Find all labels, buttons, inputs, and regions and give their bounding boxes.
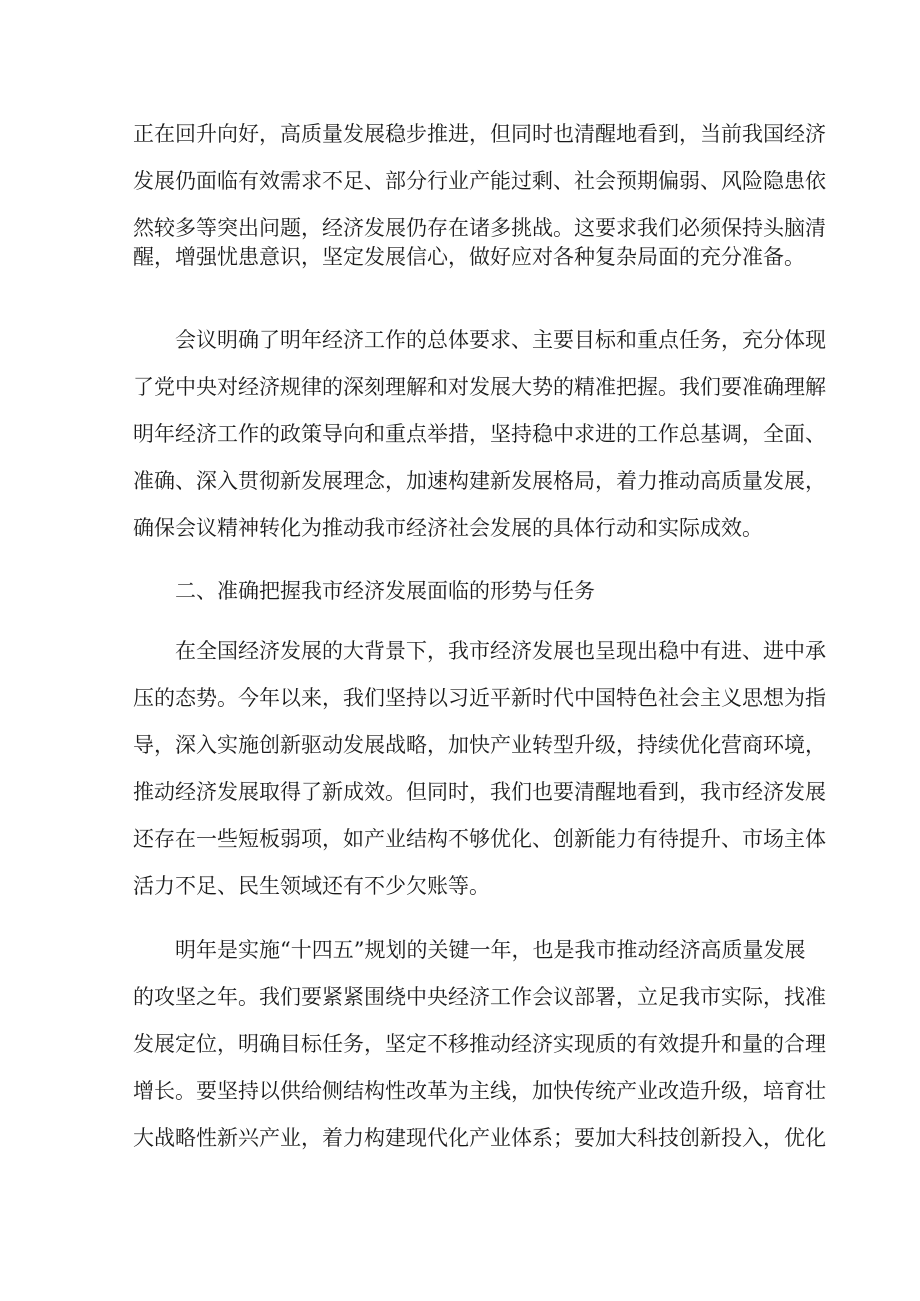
paragraph-line: 增长。要坚持以供给侧结构性改革为主线，加快传统产业改造升级，培育壮 xyxy=(133,1079,826,1103)
paragraph-line: 导，深入实施创新驱动发展战略，加快产业转型升级，持续优化营商环境， xyxy=(133,733,826,757)
paragraph-line: 确保会议精神转化为推动我市经济社会发展的具体行动和实际成效。 xyxy=(133,516,763,540)
paragraph-line: 正在回升向好，高质量发展稳步推进，但同时也清醒地看到，当前我国经济 xyxy=(133,122,826,146)
paragraph-line: 压的态势。今年以来，我们坚持以习近平新时代中国特色社会主义思想为指 xyxy=(133,686,826,710)
paragraph-line: 会议明确了明年经济工作的总体要求、主要目标和重点任务，充分体现 xyxy=(175,328,826,352)
paragraph-line: 发展仍面临有效需求不足、部分行业产能过剩、社会预期偏弱、风险隐患依 xyxy=(133,169,826,193)
paragraph-line: 准确、深入贯彻新发展理念，加速构建新发展格局，着力推动高质量发展， xyxy=(133,469,826,493)
paragraph-line: 了党中央对经济规律的深刻理解和对发展大势的精准把握。我们要准确理解 xyxy=(133,375,826,399)
paragraph-line: 明年是实施“十四五”规划的关键一年，也是我市推动经济高质量发展 xyxy=(175,938,806,962)
section-heading: 二、准确把握我市经济发展面临的形势与任务 xyxy=(175,579,595,603)
paragraph-line: 然较多等突出问题，经济发展仍存在诸多挑战。这要求我们必须保持头脑清 xyxy=(133,216,826,240)
paragraph-line: 大战略性新兴产业，着力构建现代化产业体系；要加大科技创新投入，优化 xyxy=(133,1126,826,1150)
paragraph-line: 还存在一些短板弱项，如产业结构不够优化、创新能力有待提升、市场主体 xyxy=(133,827,826,851)
paragraph-line: 在全国经济发展的大背景下，我市经济发展也呈现出稳中有进、进中承 xyxy=(175,639,826,663)
paragraph-line: 的攻坚之年。我们要紧紧围绕中央经济工作会议部署，立足我市实际，找准 xyxy=(133,985,826,1009)
paragraph-line: 醒，增强忧患意识，坚定发展信心，做好应对各种复杂局面的充分准备。 xyxy=(133,245,805,269)
paragraph-line: 发展定位，明确目标任务，坚定不移推动经济实现质的有效提升和量的合理 xyxy=(133,1032,826,1056)
paragraph-line: 明年经济工作的政策导向和重点举措，坚持稳中求进的工作总基调，全面、 xyxy=(133,422,826,446)
paragraph-line: 推动经济发展取得了新成效。但同时，我们也要清醒地看到，我市经济发展 xyxy=(133,780,826,804)
paragraph-line: 活力不足、民生领域还有不少欠账等。 xyxy=(133,874,490,898)
